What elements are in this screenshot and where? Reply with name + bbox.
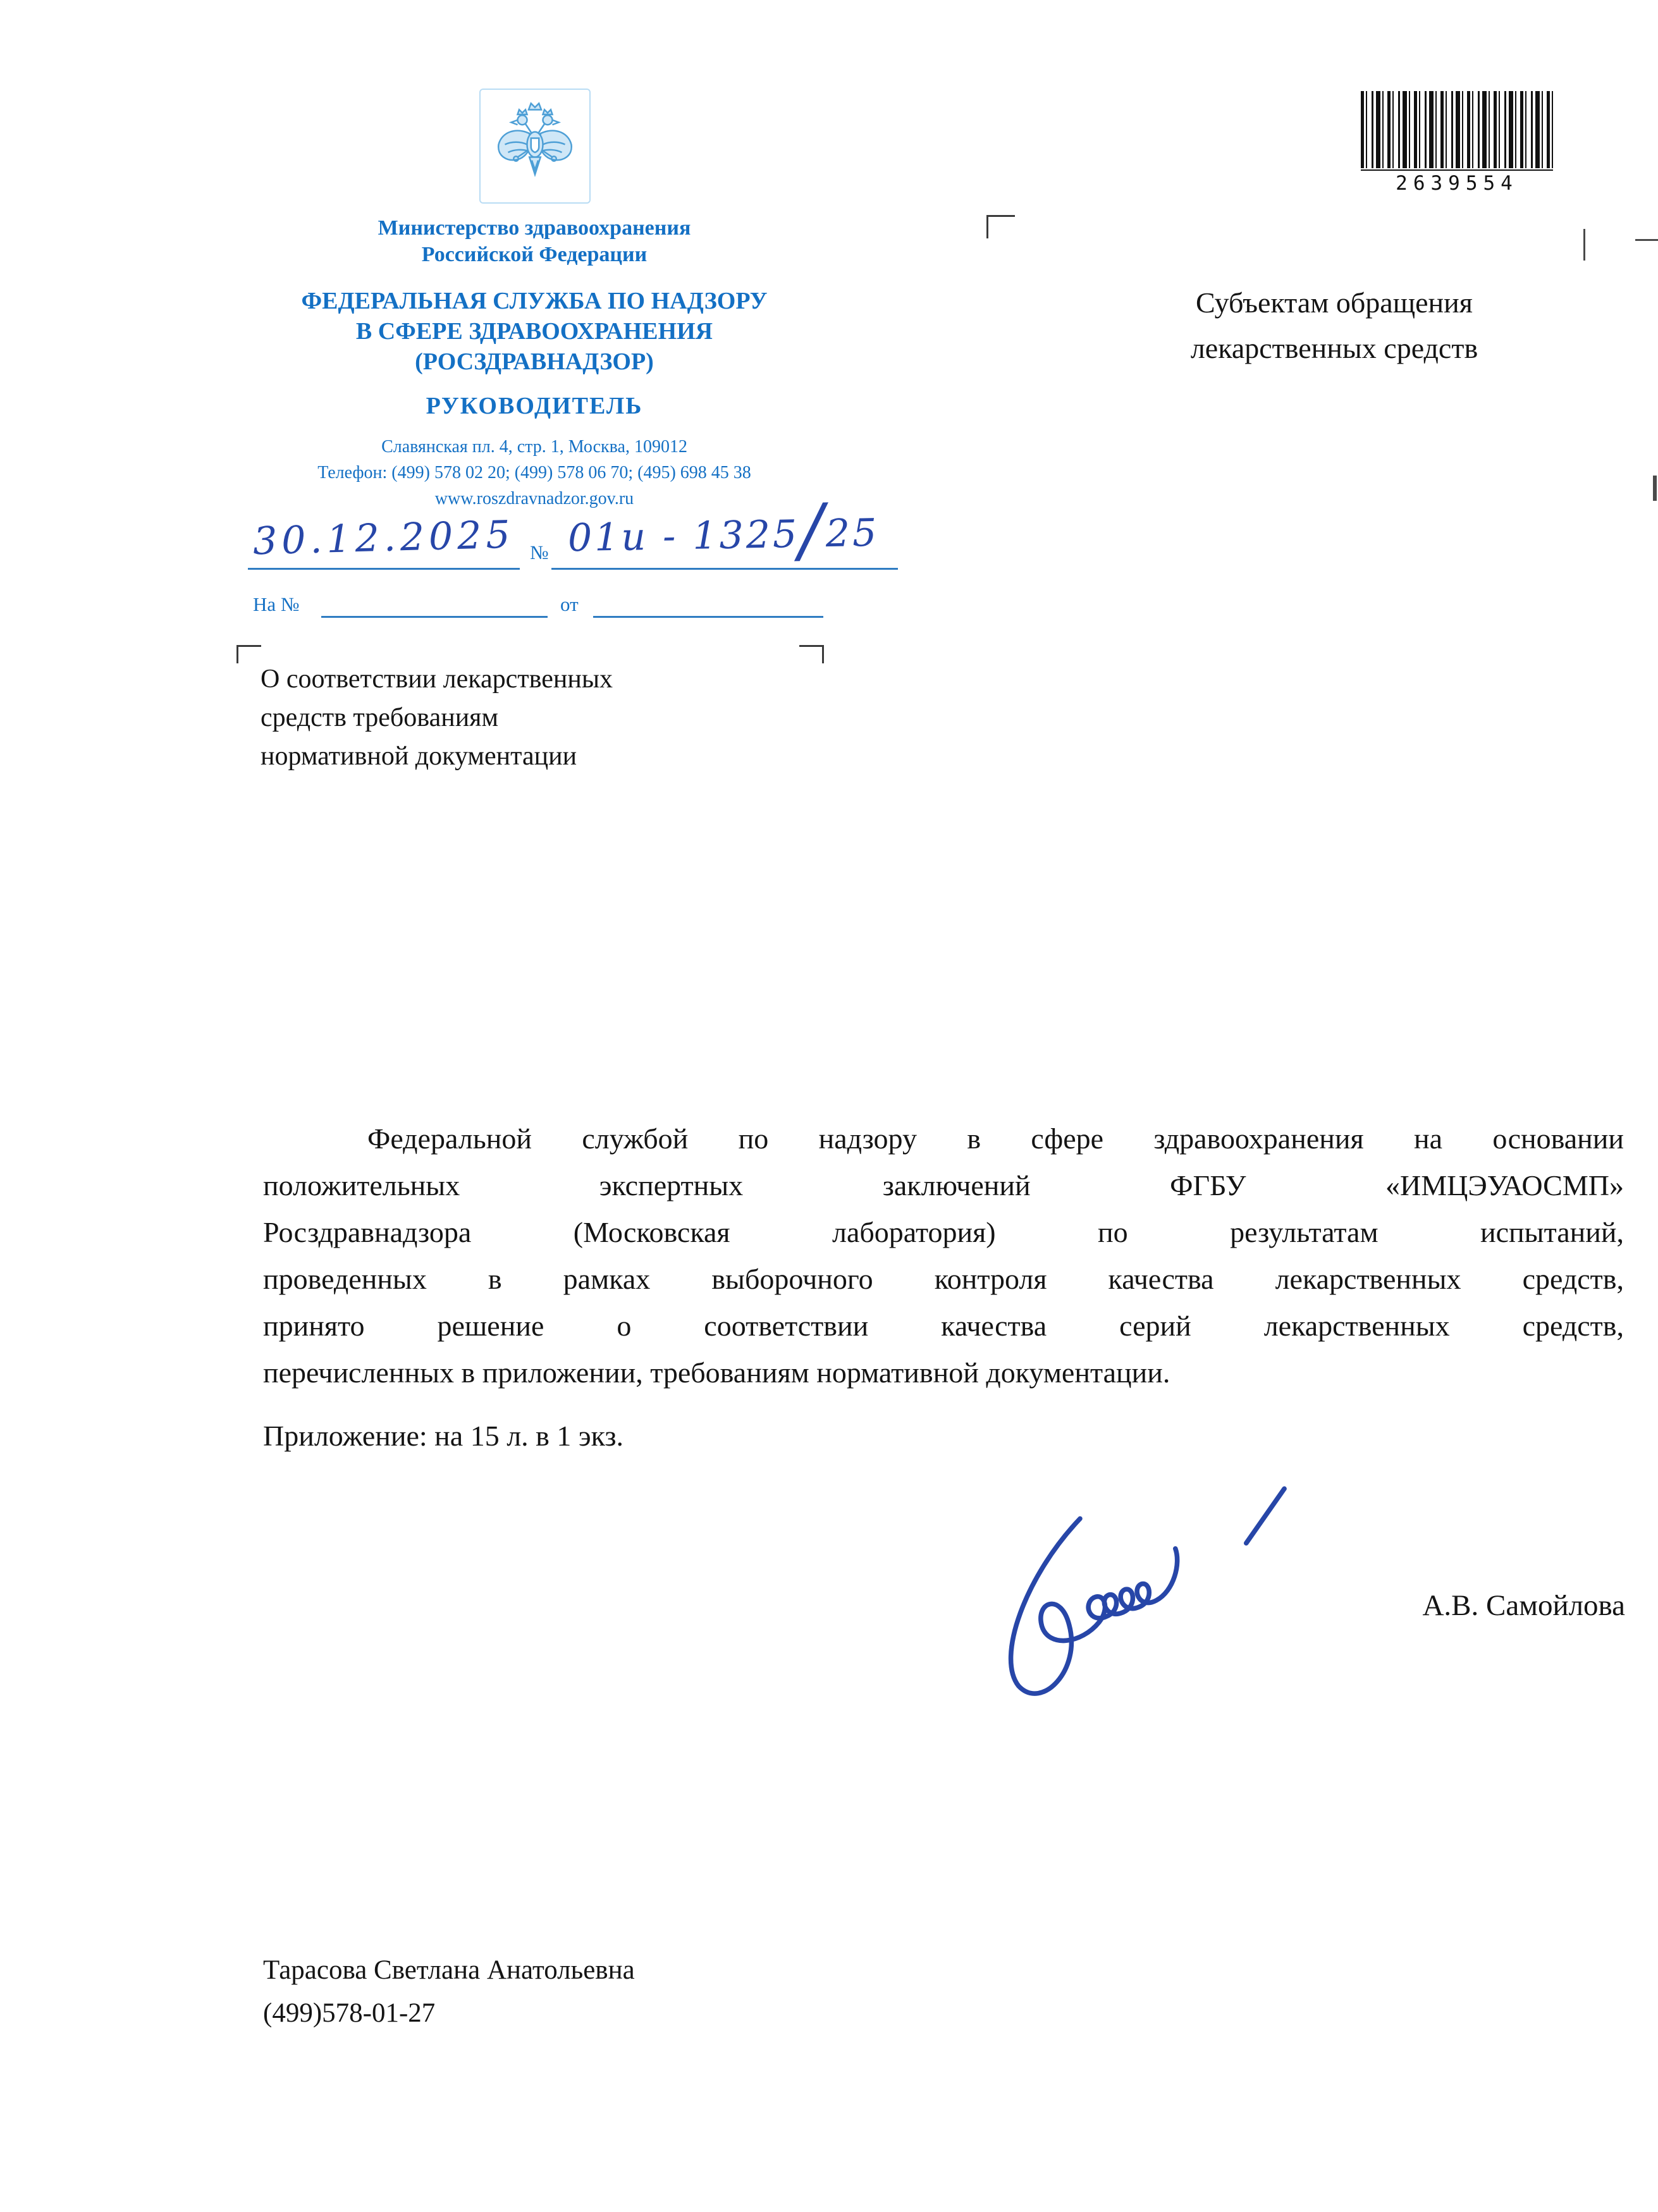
coat-of-arms-box <box>479 89 591 204</box>
date-underline <box>248 568 520 570</box>
body-paragraph <box>263 1115 1624 1396</box>
body-line: проведенных в рамках выборочного контроля качества лекарственных средств, <box>263 1263 1624 1295</box>
letterhead-phones: Телефон: (499) 578 02 20; (499) 578 06 70; (495) 698 45 38 <box>317 463 751 482</box>
subject-line3: нормативной документации <box>261 742 577 771</box>
body-line: перечисленных в приложении, требованиям нормативной документации. <box>263 1356 1170 1389</box>
body-line: Росздравнадзора (Московская лаборатория) по результатам испытаний, <box>263 1216 1624 1248</box>
recipient-block <box>1119 280 1549 371</box>
page-edge-tick-top <box>1635 239 1658 241</box>
reply-from-label: от <box>560 593 579 615</box>
handwritten-date: 30.12.2025 <box>252 512 515 564</box>
double-headed-eagle-icon <box>488 95 582 197</box>
letterhead-address: Славянская пл. 4, стр. 1, Москва, 109012 <box>381 437 687 457</box>
executor-name: Тарасова Светлана Анатольевна <box>263 1955 635 1985</box>
recipient-line1: Субъектам обращения <box>1196 286 1473 319</box>
ministry-name <box>209 215 860 268</box>
reply-date-underline <box>593 616 823 618</box>
recipient-field-corner-mark <box>986 215 1015 238</box>
service-name <box>209 286 860 377</box>
reply-to-label: На № <box>253 593 300 615</box>
ministry-line2: Российской Федерации <box>421 243 648 266</box>
subject-block <box>261 660 830 776</box>
barcode-bars <box>1361 91 1553 168</box>
service-line2: В СФЕРЕ ЗДРАВООХРАНЕНИЯ <box>355 318 713 345</box>
barcode <box>1361 91 1553 195</box>
subject-line2: средств требованиям <box>261 703 499 732</box>
attachment-note: Приложение: на 15 л. в 1 экз. <box>263 1420 624 1452</box>
recipient-line2: лекарственных средств <box>1190 332 1478 364</box>
letterhead-website: www.roszdravnadzor.gov.ru <box>434 489 634 508</box>
handwritten-number-main: 01и - 1325 <box>567 512 800 561</box>
service-line3: (РОСЗДРАВНАДЗОР) <box>415 348 654 375</box>
body-line: положительных экспертных заключений ФГБУ «ИМЦЭУАОСМП» <box>263 1169 1624 1201</box>
service-line1: ФЕДЕРАЛЬНАЯ СЛУЖБА ПО НАДЗОРУ <box>301 288 768 314</box>
barcode-number: 2639554 <box>1396 172 1518 195</box>
handwritten-number <box>567 489 880 572</box>
signer-name: А.В. Самойлова <box>1422 1589 1625 1622</box>
subject-field-corner-left <box>236 645 261 663</box>
handwritten-number-tail: 25 <box>825 510 880 556</box>
number-underline <box>551 568 898 570</box>
executor-phone: (499)578-01-27 <box>263 1998 436 2028</box>
body-line: Федеральной службой по надзору в сфере здравоохранения на основании <box>367 1122 1624 1155</box>
handwritten-number-slash: / <box>798 489 826 572</box>
number-sign: № <box>530 541 549 563</box>
recipient-field-right-tick <box>1583 229 1585 261</box>
ministry-line1: Министерство здравоохранения <box>378 216 691 240</box>
body-line: принято решение о соответствии качества серий лекарственных средств, <box>263 1310 1624 1342</box>
signer-role: РУКОВОДИТЕЛЬ <box>426 393 643 419</box>
subject-line1: О соответствии лекарственных <box>261 665 613 694</box>
handwritten-signature <box>974 1473 1328 1714</box>
letterhead-contacts <box>209 434 860 512</box>
executor-block <box>263 1949 635 2035</box>
reply-number-underline <box>321 616 548 618</box>
barcode-baseline <box>1361 169 1553 171</box>
page-edge-tick-mid <box>1653 476 1657 501</box>
